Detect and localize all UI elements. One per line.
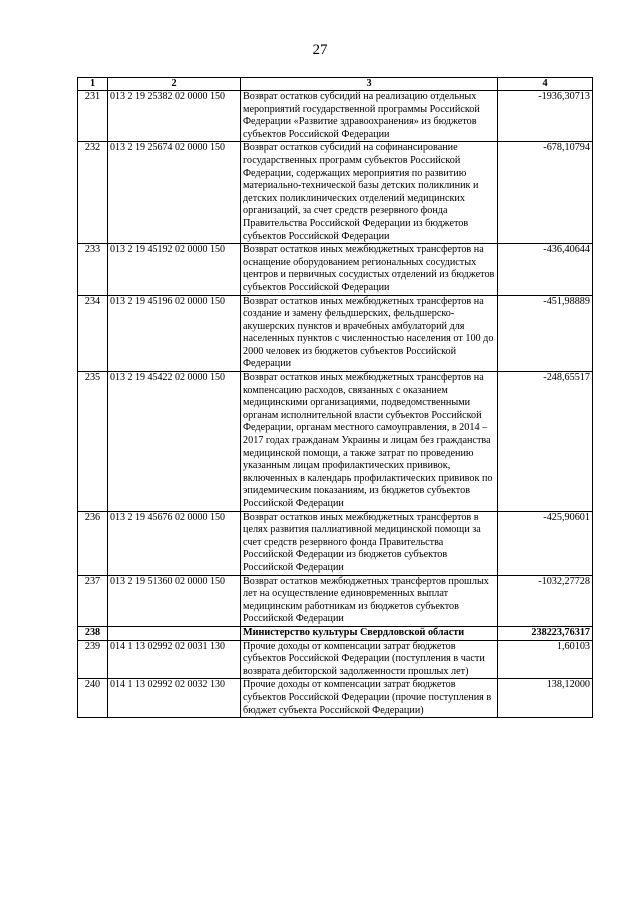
amount-cell: -425,90601 — [498, 511, 593, 575]
description-cell: Министерство культуры Свердловской области — [241, 626, 498, 640]
table-row — [78, 575, 593, 626]
row-number-cell: 239 — [78, 640, 108, 679]
description-cell: Прочие доходы от компенсации затрат бюджетов субъектов Российской Федерации (поступления в части возврата дебиторской задолженности прошлых лет) — [241, 640, 498, 679]
row-number-cell: 240 — [78, 679, 108, 718]
row-number-cell: 231 — [78, 91, 108, 142]
amount-cell: -436,40644 — [498, 244, 593, 295]
page-number: 27 — [312, 42, 328, 58]
amount-cell: -248,65517 — [498, 372, 593, 512]
row-number-cell: 234 — [78, 295, 108, 372]
description-cell: Возврат остатков иных межбюджетных трансфертов на создание и замену фельдшерских, фельдшерско-акушерских пунктов и врачебных амбулаторий для населенных пунктов с численностью населения от 100 до 2000 человек из бюджетов субъектов Российской Федерации — [241, 295, 498, 372]
budget-code-cell: 013 2 19 45192 02 0000 150 — [108, 244, 241, 295]
amount-cell: -1936,30713 — [498, 91, 593, 142]
amount-cell: -678,10794 — [498, 142, 593, 244]
table-row — [78, 511, 593, 575]
description-cell: Возврат остатков иных межбюджетных трансфертов на компенсацию расходов, связанных с оказанием медицинскими организациями, подведомственными органам исполнительной власти субъектов Российской Федерации, органам местного самоуправления, в 2014 – 2017 годах гражданам Украины и лицам без гражданства медицинской помощи, а также затрат по проведению указанным лицам профилактических прививок, включенных в календарь профилактических прививок по эпидемическим показаниям, из бюджетов субъектов Российской Федерации — [241, 372, 498, 512]
header-col-2: 2 — [108, 78, 241, 91]
table-row — [78, 372, 593, 512]
description-cell: Возврат остатков иных межбюджетных трансфертов в целях развития паллиативной медицинской помощи за счет средств резервного фонда Правительства Российской Федерации из бюджетов субъектов Российской Федерации — [241, 511, 498, 575]
amount-cell: -451,98889 — [498, 295, 593, 372]
budget-code-cell: 013 2 19 45422 02 0000 150 — [108, 372, 241, 512]
header-col-3: 3 — [241, 78, 498, 91]
description-cell: Возврат остатков субсидий на реализацию отдельных мероприятий государственной программы Российской Федерации «Развитие здравоохранения» из бюджетов субъектов Российской Федерации — [241, 91, 498, 142]
header-col-4: 4 — [498, 78, 593, 91]
description-cell: Прочие доходы от компенсации затрат бюджетов субъектов Российской Федерации (прочие поступления в бюджет субъекта Российской Федерации) — [241, 679, 498, 718]
row-number-cell: 232 — [78, 142, 108, 244]
budget-code-cell: 013 2 19 25674 02 0000 150 — [108, 142, 241, 244]
description-cell: Возврат остатков межбюджетных трансфертов прошлых лет на осуществление единовременных выплат медицинским работникам из бюджетов субъектов Российской Федерации — [241, 575, 498, 626]
budget-table — [77, 77, 593, 718]
row-number-cell: 233 — [78, 244, 108, 295]
row-number-cell: 237 — [78, 575, 108, 626]
description-cell: Возврат остатков иных межбюджетных трансфертов на оснащение оборудованием региональных сосудистых центров и первичных сосудистых отделений из бюджетов субъектов Российской Федерации — [241, 244, 498, 295]
table-row — [78, 295, 593, 372]
row-number-cell: 238 — [78, 626, 108, 640]
budget-code-cell: 013 2 19 45196 02 0000 150 — [108, 295, 241, 372]
budget-code-cell: 014 1 13 02992 02 0031 130 — [108, 640, 241, 679]
budget-code-cell — [108, 626, 241, 640]
amount-cell: 238223,76317 — [498, 626, 593, 640]
budget-code-cell: 014 1 13 02992 02 0032 130 — [108, 679, 241, 718]
table-row — [78, 679, 593, 718]
table-row — [78, 91, 593, 142]
table-row — [78, 640, 593, 679]
amount-cell: -1032,27728 — [498, 575, 593, 626]
row-number-cell: 235 — [78, 372, 108, 512]
table-header-row — [78, 78, 593, 91]
row-number-cell: 236 — [78, 511, 108, 575]
description-cell: Возврат остатков субсидий на софинансирование государственных программ субъектов Российской Федерации, содержащих мероприятия по развитию материально-технической базы детских поликлиник и детских поликлинических отделений медицинских организаций, за счет средств резервного фонда Правительства Российской Федерации из бюджетов субъектов Российской Федерации — [241, 142, 498, 244]
header-col-1: 1 — [78, 78, 108, 91]
table-row — [78, 244, 593, 295]
table-row — [78, 626, 593, 640]
budget-code-cell: 013 2 19 51360 02 0000 150 — [108, 575, 241, 626]
table-row — [78, 142, 593, 244]
amount-cell: 1,60103 — [498, 640, 593, 679]
budget-code-cell: 013 2 19 25382 02 0000 150 — [108, 91, 241, 142]
budget-code-cell: 013 2 19 45676 02 0000 150 — [108, 511, 241, 575]
amount-cell: 138,12000 — [498, 679, 593, 718]
